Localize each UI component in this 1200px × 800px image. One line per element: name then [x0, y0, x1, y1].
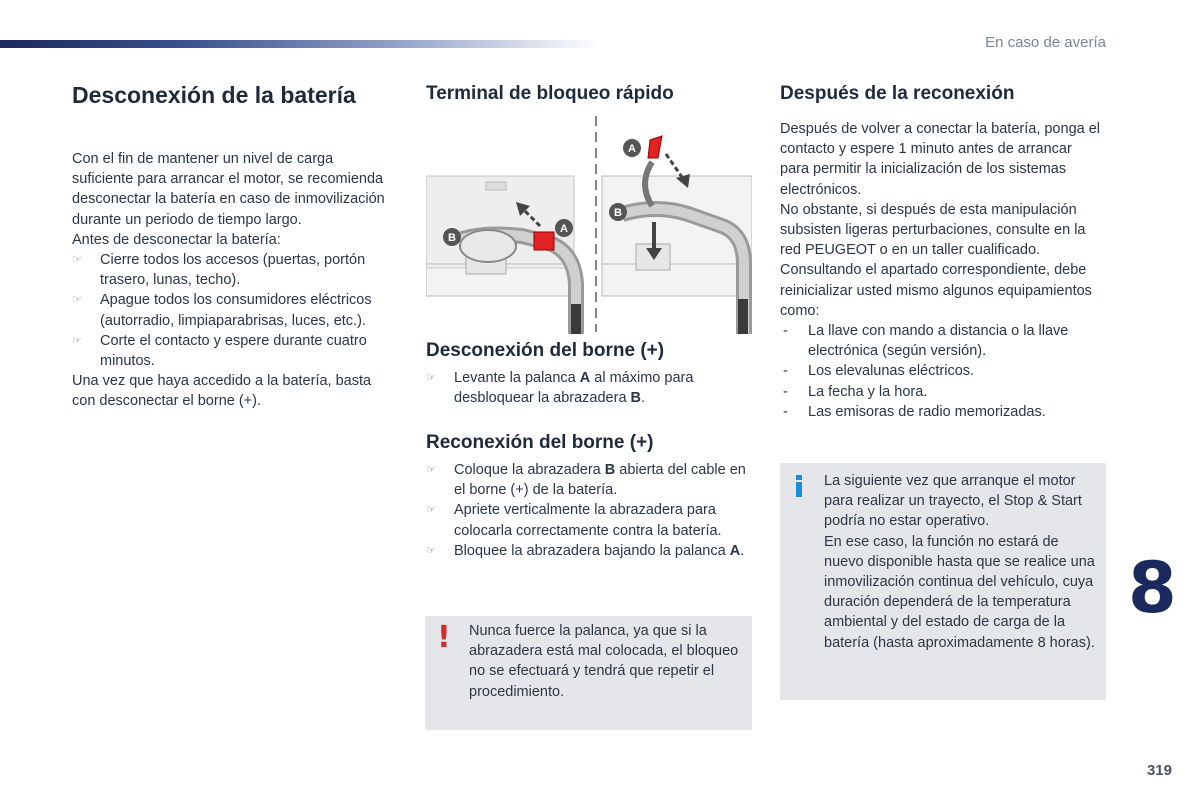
disconnection-title: Desconexión del borne (+): [426, 340, 665, 361]
info-icon: [795, 475, 803, 497]
list-item: - Los elevalunas eléctricos.: [783, 363, 975, 380]
list-item: - La fecha y la hora.: [783, 383, 928, 400]
reconnection-steps: [426, 460, 752, 561]
reconnection-title: Reconexión del borne (+): [426, 432, 654, 453]
list-item: ☞ Apriete verticalmente la abrazadera para colocarla correctamente contra la batería.: [426, 502, 722, 539]
list-item: ☞ Apague todos los consumidores eléctricos (autorradio, limpiaparabrisas, luces, etc.).: [72, 292, 372, 329]
list-item: - La llave con mando a distancia o la llave electrónica (según versión).: [783, 323, 1069, 360]
label-b: B: [614, 207, 622, 219]
intro-paragraph: Con el fin de mantener un nivel de carga suficiente para arrancar el motor, se recomienda desconectar la batería en caso de inmovilización durante un periodo de tiempo largo.: [72, 151, 385, 228]
info-text: La siguiente vez que arranque el motor para realizar un trayecto, el Stop & Start podría no estar operativo. En ese caso, la función no estará de nuevo disponible hasta que se realice una inmovilización continua del vehículo, cuya duración dependerá de la temperatura ambiental y del estado de carga de la batería (hasta aproximadamente 8 horas).: [824, 473, 1095, 651]
list-item: ☞ Cierre todos los accesos (puertas, portón trasero, lunas, techo).: [72, 252, 366, 289]
disconnection-steps: [426, 368, 752, 408]
quick-lock-terminal-title: Terminal de bloqueo rápido: [426, 83, 674, 104]
pointing-hand-icon: ☞: [72, 254, 82, 267]
battery-terminal-illustration: [426, 114, 752, 334]
header-gradient-bar: [0, 40, 600, 48]
pointing-hand-icon: ☞: [426, 544, 436, 557]
info-box: [780, 463, 1106, 700]
closing-paragraph: Una vez que haya accedido a la batería, basta con desconectar el borne (+).: [72, 373, 372, 410]
warning-box: [425, 616, 752, 730]
list-item: ☞ Levante la palanca A al máximo para desbloquear la abrazadera B.: [426, 370, 694, 407]
column-1: [72, 149, 394, 412]
pointing-hand-icon: ☞: [426, 504, 436, 517]
list-item: ☞ Corte el contacto y espere durante cuatro minutos.: [72, 332, 367, 370]
list-item: ☞ Bloquee la abrazadera bajando la palanca A.: [426, 541, 752, 561]
column-3-body: [780, 119, 1100, 422]
pointing-hand-icon: ☞: [426, 372, 436, 384]
reinitialize-list: [780, 321, 1100, 422]
pointing-hand-icon: ☞: [72, 334, 82, 347]
exclamation-warning-icon: !: [437, 620, 451, 655]
after-reconnection-title: Después de la reconexión: [780, 83, 1015, 104]
label-a: A: [628, 143, 636, 155]
list-item: - Las emisoras de radio memorizadas.: [783, 403, 1046, 420]
list-item: ☞ Coloque la abrazadera B abierta del cable en el borne (+) de la batería.: [426, 462, 746, 499]
page-number: 319: [1146, 762, 1172, 779]
paragraph: Después de volver a conectar la batería, ponga el contacto y espere 1 minuto antes de arrancar para permitir la inicialización de los sistemas electrónicos.: [780, 121, 1101, 198]
pointing-hand-icon: ☞: [72, 294, 82, 307]
warning-text: Nunca fuerce la palanca, ya que si la abrazadera está mal colocada, el bloqueo no se efectuará y tendrá que repetir el procedimiento.: [469, 623, 739, 700]
preparation-list: [72, 250, 394, 371]
chapter-number: 8: [1128, 547, 1177, 629]
pointing-hand-icon: ☞: [426, 464, 436, 476]
page-title: Desconexión de la batería: [72, 82, 356, 108]
before-disconnect-text: Antes de desconectar la batería:: [72, 231, 281, 248]
label-b: B: [448, 232, 456, 244]
paragraph: Consultando el apartado correspondiente, debe reinicializar usted mismo algunos equipamientos como:: [780, 262, 1092, 319]
section-name: En caso de avería: [985, 34, 1106, 51]
label-a: A: [560, 223, 568, 235]
paragraph: No obstante, si después de esta manipulación subsisten ligeras perturbaciones, consulte en la red PEUGEOT o en un taller cualificado.: [780, 201, 1086, 259]
